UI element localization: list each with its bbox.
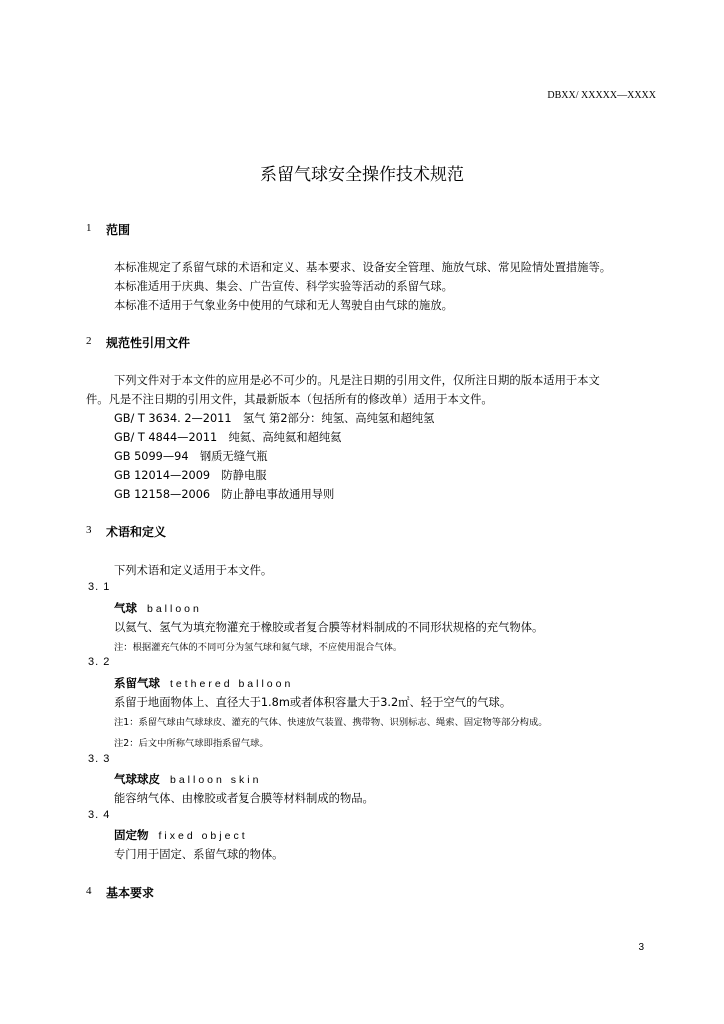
section-4-title: 基本要求 <box>106 886 155 900</box>
term-chinese: 气球球皮 <box>114 772 160 786</box>
reference-item: GB 5099—94 钢质无缝气瓶 <box>114 450 268 463</box>
reference-item: GB/ T 4844—2011 纯氦、高纯氦和超纯氦 <box>114 431 342 444</box>
term-number: 3. 1 <box>88 581 111 593</box>
term-definition: 能容纳气体、由橡胶或者复合膜等材料制成的物品。 <box>114 792 374 805</box>
document-title: 系留气球安全操作技术规范 <box>260 165 464 185</box>
section-4-number: 4 <box>86 885 92 897</box>
section-3-intro: 下列术语和定义适用于本文件。 <box>114 564 273 577</box>
term-english: tethered balloon <box>170 678 294 690</box>
term-chinese: 固定物 <box>114 828 149 842</box>
reference-item: GB 12014—2009 防静电服 <box>114 469 267 482</box>
section-3-number: 3 <box>86 524 92 536</box>
section-3-title: 术语和定义 <box>106 525 167 539</box>
term-number: 3. 4 <box>88 809 111 821</box>
term-definition: 以氦气、氢气为填充物灌充于橡胶或者复合膜等材料制成的不同形状规格的充气物体。 <box>114 621 544 634</box>
term-definition: 专门用于固定、系留气球的物体。 <box>114 848 284 861</box>
section-1-paragraph-1: 本标准规定了系留气球的术语和定义、基本要求、设备安全管理、施放气球、常见险情处置措施等。 <box>114 261 612 274</box>
page-number: 3 <box>638 942 644 953</box>
reference-item: GB/ T 3634. 2—2011 氢气 第2部分：纯氢、高纯氢和超纯氢 <box>114 412 435 425</box>
term-note: 注2：后文中所称气球即指系留气球。 <box>114 738 269 749</box>
term-number: 3. 2 <box>88 656 111 668</box>
term-note: 注1：系留气球由气球球皮、灌充的气体、快速放气装置、携带物、识别标志、绳索、固定物等部分构成。 <box>114 717 548 728</box>
term-heading <box>114 675 293 691</box>
term-english: fixed object <box>158 830 248 842</box>
section-2-paragraph-line-1: 下列文件对于本文件的应用是必不可少的。凡是注日期的引用文件，仅所注日期的版本适用于本文 <box>114 374 600 387</box>
section-1-number: 1 <box>86 222 92 234</box>
section-1-paragraph-2: 本标准适用于庆典、集会、广告宣传、科学实验等活动的系留气球。 <box>114 280 453 293</box>
section-1-title: 范围 <box>106 223 131 237</box>
term-chinese: 气球 <box>114 601 137 615</box>
term-note: 注：根据灌充气体的不同可分为氢气球和氦气球，不应使用混合气体。 <box>114 642 403 653</box>
term-heading <box>114 600 202 616</box>
doc-code-header: DBXX/ XXXXX—XXXX <box>547 90 656 101</box>
term-number: 3. 3 <box>88 753 111 765</box>
term-english: balloon skin <box>170 774 262 786</box>
term-heading <box>114 771 261 787</box>
section-1-paragraph-3: 本标准不适用于气象业务中使用的气球和无人驾驶自由气球的施放。 <box>114 299 453 312</box>
term-definition: 系留于地面物体上、直径大于1.8m或者体积容量大于3.2㎡、轻于空气的气球。 <box>114 696 512 709</box>
term-chinese: 系留气球 <box>114 676 160 690</box>
term-english: balloon <box>147 603 202 615</box>
reference-item: GB 12158—2006 防止静电事故通用导则 <box>114 488 335 501</box>
section-2-title: 规范性引用文件 <box>106 336 191 350</box>
section-2-paragraph-line-2: 件。凡是不注日期的引用文件，其最新版本（包括所有的修改单）适用于本文件。 <box>86 393 493 406</box>
section-2-number: 2 <box>86 335 92 347</box>
term-heading <box>114 827 248 843</box>
